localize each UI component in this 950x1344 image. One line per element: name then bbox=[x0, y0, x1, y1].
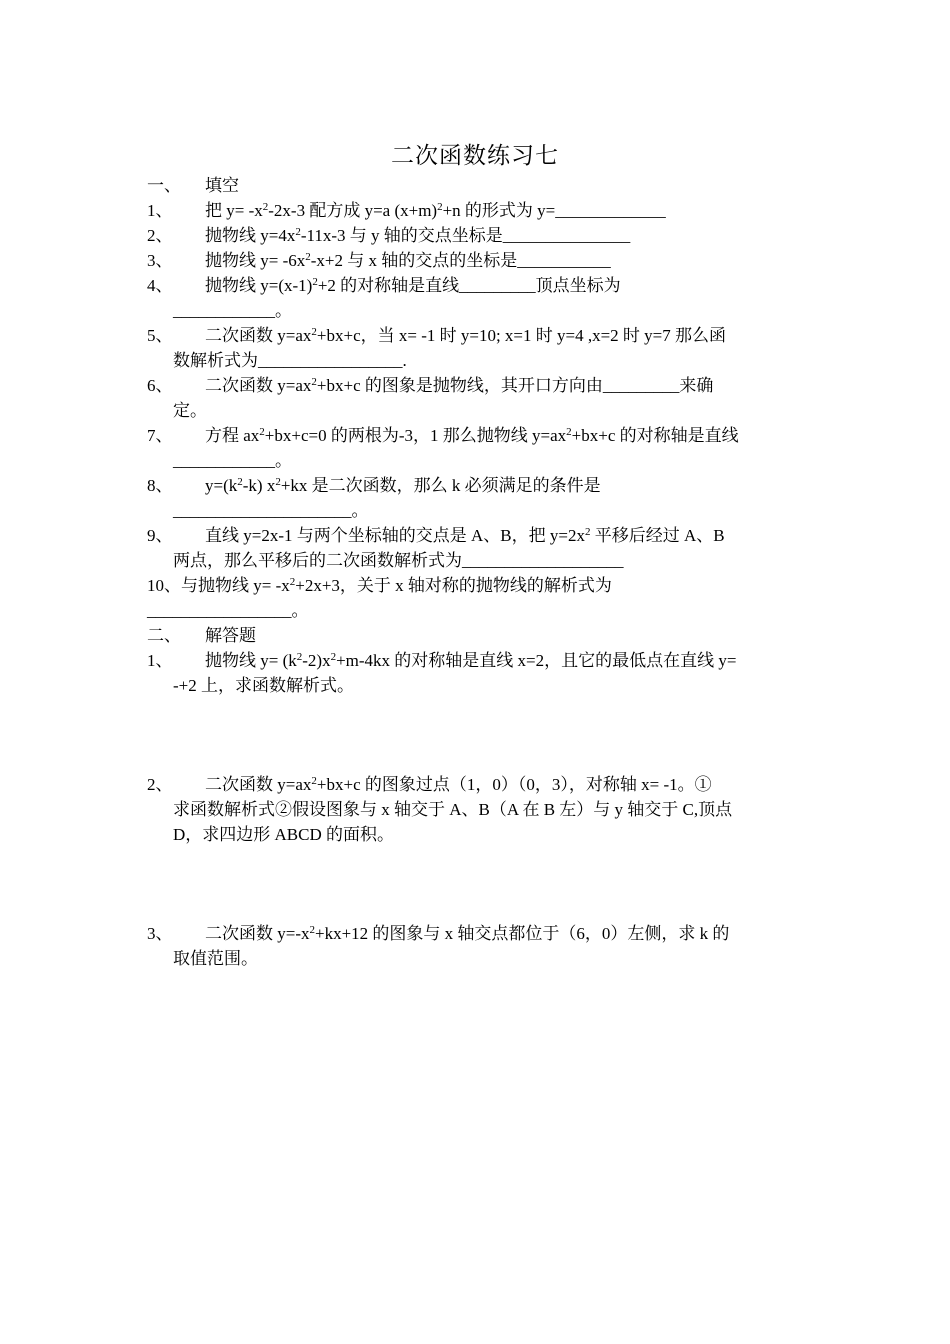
question-6 bbox=[0, 374, 950, 398]
question-number: 7、 bbox=[147, 426, 173, 445]
answer-blank: ____________。 bbox=[173, 301, 292, 320]
section-number: 一、 bbox=[147, 176, 181, 195]
question-text: 10、与抛物线 $y= -x^2+2x+3$，关于 x 轴对称的抛物线的解析式为 bbox=[147, 576, 612, 595]
problem-text-continued: D，求四边形 ABCD 的面积。 bbox=[173, 825, 395, 844]
question-10 bbox=[0, 574, 950, 598]
problem-3-continued bbox=[0, 947, 950, 971]
question-4-continued bbox=[0, 299, 950, 323]
question-8 bbox=[0, 474, 950, 498]
problem-text: 二次函数 $y=-x^2+kx+12$ 的图象与 x 轴交点都位于（6，0）左侧，求 k 的 bbox=[205, 924, 730, 943]
question-number: 9、 bbox=[147, 526, 173, 545]
problem-text-continued: 取值范围。 bbox=[173, 949, 258, 968]
question-5 bbox=[0, 324, 950, 348]
problem-text: 二次函数 $y=ax^2+bx+c$ 的图象过点（1，0）（0，3），对称轴 x= -1。① bbox=[205, 775, 712, 794]
question-text: 方程 $ax^2+bx+c=0$ 的两根为-3，1 那么抛物线 $y=ax^2+bx+c$ 的对称轴是直线 bbox=[205, 426, 739, 445]
question-number: 4、 bbox=[147, 276, 173, 295]
page-title: 二次函数练习七 bbox=[391, 143, 559, 168]
section-label: 解答题 bbox=[205, 626, 256, 645]
problem-number: 3、 bbox=[147, 924, 173, 943]
question-text: $y=(k^2-k)$ $x^2+kx$ 是二次函数，那么 k 必须满足的条件是 bbox=[205, 476, 601, 495]
problem-text-continued: 求函数解析式②假设图象与 x 轴交于 A、B（A 在 B 左）与 y 轴交于 C,顶点 bbox=[173, 800, 733, 819]
question-number: 8、 bbox=[147, 476, 173, 495]
question-text-continued: 定。 bbox=[173, 401, 207, 420]
question-number: 5、 bbox=[147, 326, 173, 345]
section-label: 填空 bbox=[205, 176, 239, 195]
question-text: 抛物线 $y=(x-1)^2+2$ 的对称轴是直线_________顶点坐标为 bbox=[205, 276, 621, 295]
question-10-continued bbox=[0, 599, 950, 623]
problem-2-continued bbox=[0, 823, 950, 847]
question-3 bbox=[0, 249, 950, 273]
problem-1-continued bbox=[0, 674, 950, 698]
question-number: 6、 bbox=[147, 376, 173, 395]
problem-text: 抛物线 $y= (k^2-2)x^2+m-4kx$ 的对称轴是直线 x=2，且它的最低点在直线 y= bbox=[205, 651, 737, 670]
question-text-continued: 数解析式为_________________. bbox=[173, 351, 407, 370]
problem-2-continued bbox=[0, 798, 950, 822]
question-text: 把 $y= -x^2-2x-3$ 配方成 y=a $(x+m)^2+n$ 的形式为 y=_____________ bbox=[205, 201, 666, 220]
problem-1 bbox=[0, 649, 950, 673]
question-7-continued bbox=[0, 449, 950, 473]
question-5-continued bbox=[0, 349, 950, 373]
problem-number: 1、 bbox=[147, 651, 173, 670]
question-text: 直线 y=2x-1 与两个坐标轴的交点是 A、B，把 $y=2x^2$ 平移后经过 A、B bbox=[205, 526, 725, 545]
answer-blank: _________________。 bbox=[147, 601, 309, 620]
question-7 bbox=[0, 424, 950, 448]
section-number: 二、 bbox=[147, 626, 181, 645]
question-text-continued: 两点，那么平移后的二次函数解析式为___________________ bbox=[173, 551, 624, 570]
question-6-continued bbox=[0, 399, 950, 423]
question-number: 2、 bbox=[147, 226, 173, 245]
question-9-continued bbox=[0, 549, 950, 573]
problem-2 bbox=[0, 773, 950, 797]
question-text: 抛物线 $y=4x^2-11x-3$ 与 y 轴的交点坐标是_______________ bbox=[205, 226, 631, 245]
question-number: 1、 bbox=[147, 201, 173, 220]
question-text: 抛物线 $y= -6x^2-x+2$ 与 x 轴的交点的坐标是___________ bbox=[205, 251, 611, 270]
problem-number: 2、 bbox=[147, 775, 173, 794]
problem-3 bbox=[0, 922, 950, 946]
question-1 bbox=[0, 199, 950, 223]
problem-text-continued: -+2 上，求函数解析式。 bbox=[173, 676, 354, 695]
answer-blank: ____________。 bbox=[173, 451, 292, 470]
question-number: 3、 bbox=[147, 251, 173, 270]
question-9 bbox=[0, 524, 950, 548]
question-text: 二次函数 $y=ax^2+bx+c$ 的图象是抛物线，其开口方向由_________来确 bbox=[205, 376, 714, 395]
answer-blank: _____________________。 bbox=[173, 501, 369, 520]
question-text: 二次函数 $y=ax^2+bx+c$，当 x= -1 时 y=10; x=1 时 y=4 ,x=2 时 y=7 那么函 bbox=[205, 326, 727, 345]
section-heading-fill-in bbox=[0, 174, 950, 198]
question-8-continued bbox=[0, 499, 950, 523]
question-4 bbox=[0, 274, 950, 298]
section-heading-answer bbox=[0, 624, 950, 648]
question-2 bbox=[0, 224, 950, 248]
